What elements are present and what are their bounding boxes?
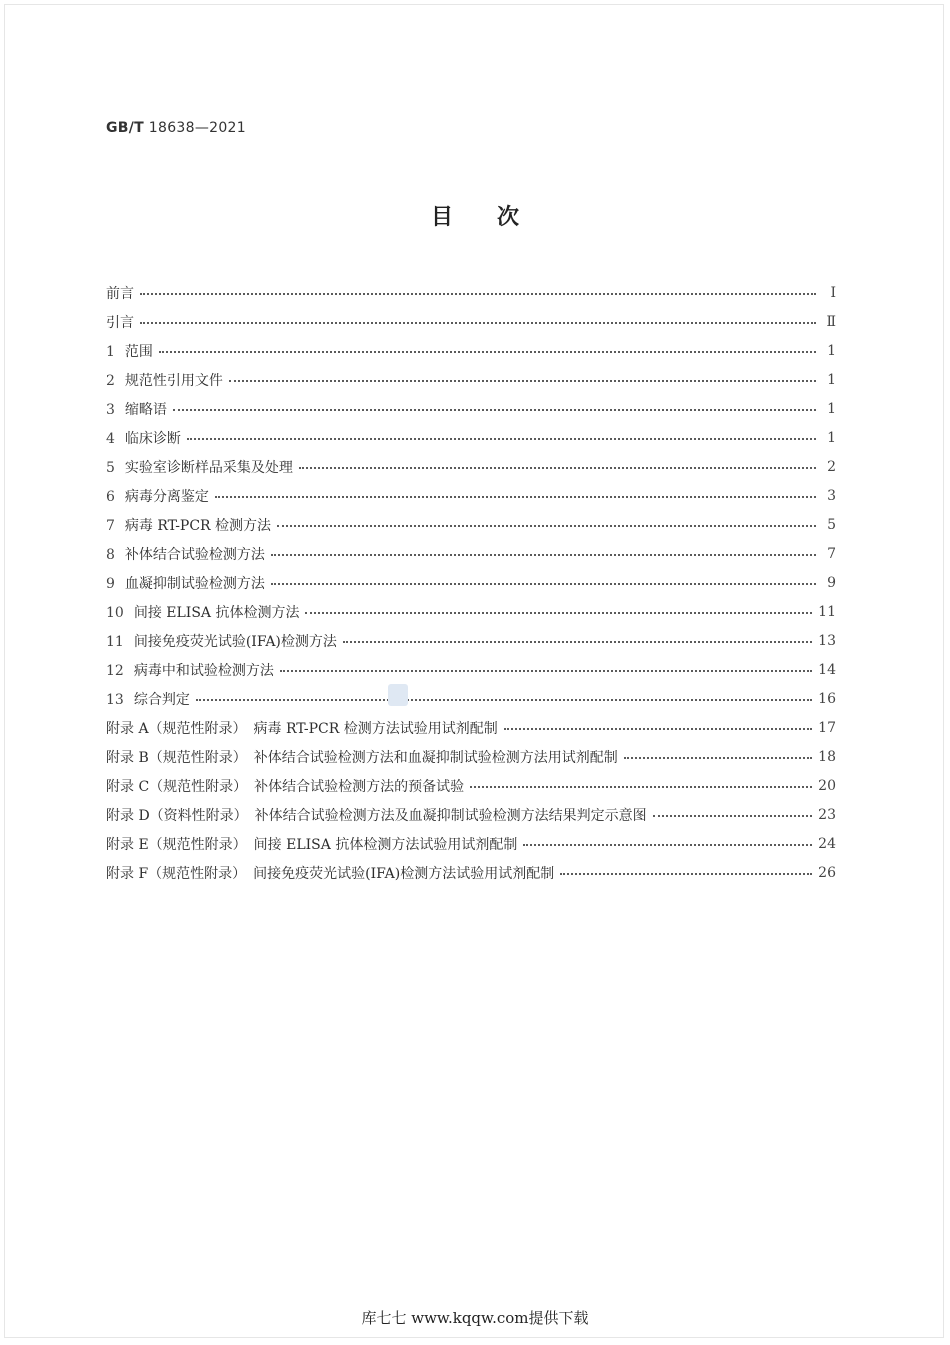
watermark-mark (388, 684, 408, 706)
toc-entry-page: 7 (827, 545, 836, 562)
toc-entry-number: 12 (106, 662, 124, 679)
toc-entry-page: 11 (818, 603, 836, 620)
toc-entry-label (106, 602, 299, 622)
toc-entry-label (106, 312, 134, 332)
toc-entry-text: 间接 ELISA 抗体检测方法 (133, 604, 300, 621)
toc-entry-number: 4 (106, 430, 115, 447)
toc-entry-page: 17 (818, 719, 836, 736)
toc-entry[interactable] (106, 800, 836, 829)
toc-entry-label (106, 631, 337, 651)
toc-entry-label (106, 573, 265, 593)
toc-leader-dots (271, 539, 816, 568)
toc-entry-text: 范围 (124, 343, 153, 360)
toc-entry[interactable] (106, 423, 836, 452)
toc-entry-label (106, 341, 153, 361)
toc-entry-number: 6 (106, 488, 115, 505)
toc-entry[interactable] (106, 510, 836, 539)
toc-entry-number: 7 (106, 517, 115, 534)
toc-entry-page: Ⅰ (830, 284, 836, 301)
toc-entry-page: 1 (827, 371, 836, 388)
toc-entry[interactable] (106, 481, 836, 510)
toc-entry-label (106, 689, 190, 709)
toc-entry-number: 8 (106, 546, 115, 563)
toc-entry-label (106, 718, 498, 738)
toc-leader-dots (215, 481, 816, 510)
toc-entry-page: 1 (827, 429, 836, 446)
toc-entry-label (106, 399, 167, 419)
toc-leader-dots (504, 713, 812, 742)
toc-entry[interactable] (106, 307, 836, 336)
toc-entry-page: 14 (818, 661, 836, 678)
toc-entry-text: 附录 E（规范性附录） 间接 ELISA 抗体检测方法试验用试剂配制 (106, 836, 518, 853)
toc-entry-number: 10 (106, 604, 124, 621)
toc-entry-text: 缩略语 (124, 401, 167, 418)
toc-leader-dots (305, 597, 812, 626)
toc-entry[interactable] (106, 684, 836, 713)
toc-entry-label (106, 486, 209, 506)
toc-entry-text: 病毒分离鉴定 (124, 488, 209, 505)
toc-entry[interactable] (106, 597, 836, 626)
toc-leader-dots (271, 568, 816, 597)
toc-entry-text: 补体结合试验检测方法 (124, 546, 265, 563)
toc-leader-dots (140, 307, 816, 336)
toc-entry-text: 综合判定 (133, 691, 190, 708)
toc-entry-text: 前言 (106, 285, 134, 302)
toc-entry[interactable] (106, 713, 836, 742)
toc-entry[interactable] (106, 655, 836, 684)
toc-entry-text: 实验室诊断样品采集及处理 (124, 459, 293, 476)
toc-entry-text: 附录 A（规范性附录） 病毒 RT-PCR 检测方法试验用试剂配制 (106, 720, 498, 737)
toc-entry-text: 规范性引用文件 (124, 372, 223, 389)
toc-entry-text: 间接免疫荧光试验(IFA)检测方法 (133, 633, 337, 650)
toc-entry-text: 引言 (106, 314, 134, 331)
toc-entry-number: 5 (106, 459, 115, 476)
toc-entry-text: 附录 F（规范性附录） 间接免疫荧光试验(IFA)检测方法试验用试剂配制 (106, 865, 555, 882)
toc-entry-label (106, 834, 517, 854)
page-title (0, 200, 950, 231)
toc-entry-page: 18 (818, 748, 836, 765)
toc-entry-text: 附录 D（资料性附录） 补体结合试验检测方法及血凝抑制试验检测方法结果判定示意图 (106, 807, 647, 824)
toc-entry-label (106, 660, 274, 680)
toc-leader-dots (187, 423, 816, 452)
toc-entry[interactable] (106, 771, 836, 800)
toc-entry-number: 3 (106, 401, 115, 418)
standard-code (106, 120, 246, 136)
toc-entry[interactable] (106, 539, 836, 568)
toc-entry[interactable] (106, 278, 836, 307)
toc-entry-page: 24 (818, 835, 836, 852)
toc-entry[interactable] (106, 626, 836, 655)
toc-leader-dots (523, 829, 812, 858)
toc-entry-label (106, 747, 618, 767)
toc-entry-label (106, 428, 181, 448)
toc-entry[interactable] (106, 858, 836, 887)
toc-entry-page: 23 (818, 806, 836, 823)
toc-entry-page: 2 (827, 458, 836, 475)
toc-entry-number: 13 (106, 691, 124, 708)
standard-prefix: GB/T (106, 120, 145, 136)
toc-leader-dots (280, 655, 812, 684)
toc-entry-label (106, 776, 464, 796)
toc-entry-number: 1 (106, 343, 115, 360)
toc-entry[interactable] (106, 452, 836, 481)
toc-leader-dots (343, 626, 812, 655)
toc-leader-dots (299, 452, 816, 481)
toc-entry-number: 2 (106, 372, 115, 389)
toc-leader-dots (140, 278, 816, 307)
table-of-contents (106, 278, 836, 887)
toc-entry-text: 附录 C（规范性附录） 补体结合试验检测方法的预备试验 (106, 778, 465, 795)
toc-entry-page: 5 (827, 516, 836, 533)
toc-entry[interactable] (106, 568, 836, 597)
toc-entry-page: 3 (827, 487, 836, 504)
toc-leader-dots (624, 742, 812, 771)
toc-entry-label (106, 370, 223, 390)
toc-entry-page: Ⅱ (826, 313, 836, 330)
toc-entry-label (106, 457, 293, 477)
toc-leader-dots (229, 365, 816, 394)
toc-entry-page: 16 (818, 690, 836, 707)
toc-entry[interactable] (106, 336, 836, 365)
toc-entry-page: 20 (818, 777, 836, 794)
toc-leader-dots (159, 336, 816, 365)
title-char-2: 次 (497, 205, 520, 230)
toc-leader-dots (277, 510, 816, 539)
toc-entry-text: 血凝抑制试验检测方法 (124, 575, 265, 592)
title-char-1: 目 (430, 205, 453, 230)
toc-entry-number: 11 (106, 633, 124, 650)
toc-entry-text: 附录 B（规范性附录） 补体结合试验检测方法和血凝抑制试验检测方法用试剂配制 (106, 749, 618, 766)
toc-leader-dots (196, 684, 812, 713)
toc-leader-dots (560, 858, 812, 887)
toc-entry-number: 9 (106, 575, 115, 592)
toc-leader-dots (173, 394, 816, 423)
toc-entry-page: 9 (827, 574, 836, 591)
standard-number: 18638—2021 (148, 120, 246, 136)
toc-entry-label (106, 515, 271, 535)
footer-download-note: 库七七 www.kqqw.com提供下载 (361, 1309, 589, 1327)
toc-entry-page: 1 (827, 400, 836, 417)
toc-entry-page: 26 (818, 864, 836, 881)
toc-entry-text: 病毒 RT-PCR 检测方法 (124, 517, 272, 534)
toc-entry[interactable] (106, 829, 836, 858)
toc-entry-page: 1 (827, 342, 836, 359)
toc-entry-label (106, 863, 554, 883)
toc-entry-label (106, 805, 647, 825)
toc-leader-dots (470, 771, 812, 800)
toc-entry-label (106, 544, 265, 564)
toc-entry[interactable] (106, 365, 836, 394)
toc-entry-page: 13 (818, 632, 836, 649)
toc-entry[interactable] (106, 394, 836, 423)
toc-entry-text: 病毒中和试验检测方法 (133, 662, 274, 679)
toc-leader-dots (653, 800, 812, 829)
toc-entry[interactable] (106, 742, 836, 771)
toc-entry-text: 临床诊断 (124, 430, 181, 447)
toc-entry-label (106, 283, 134, 303)
